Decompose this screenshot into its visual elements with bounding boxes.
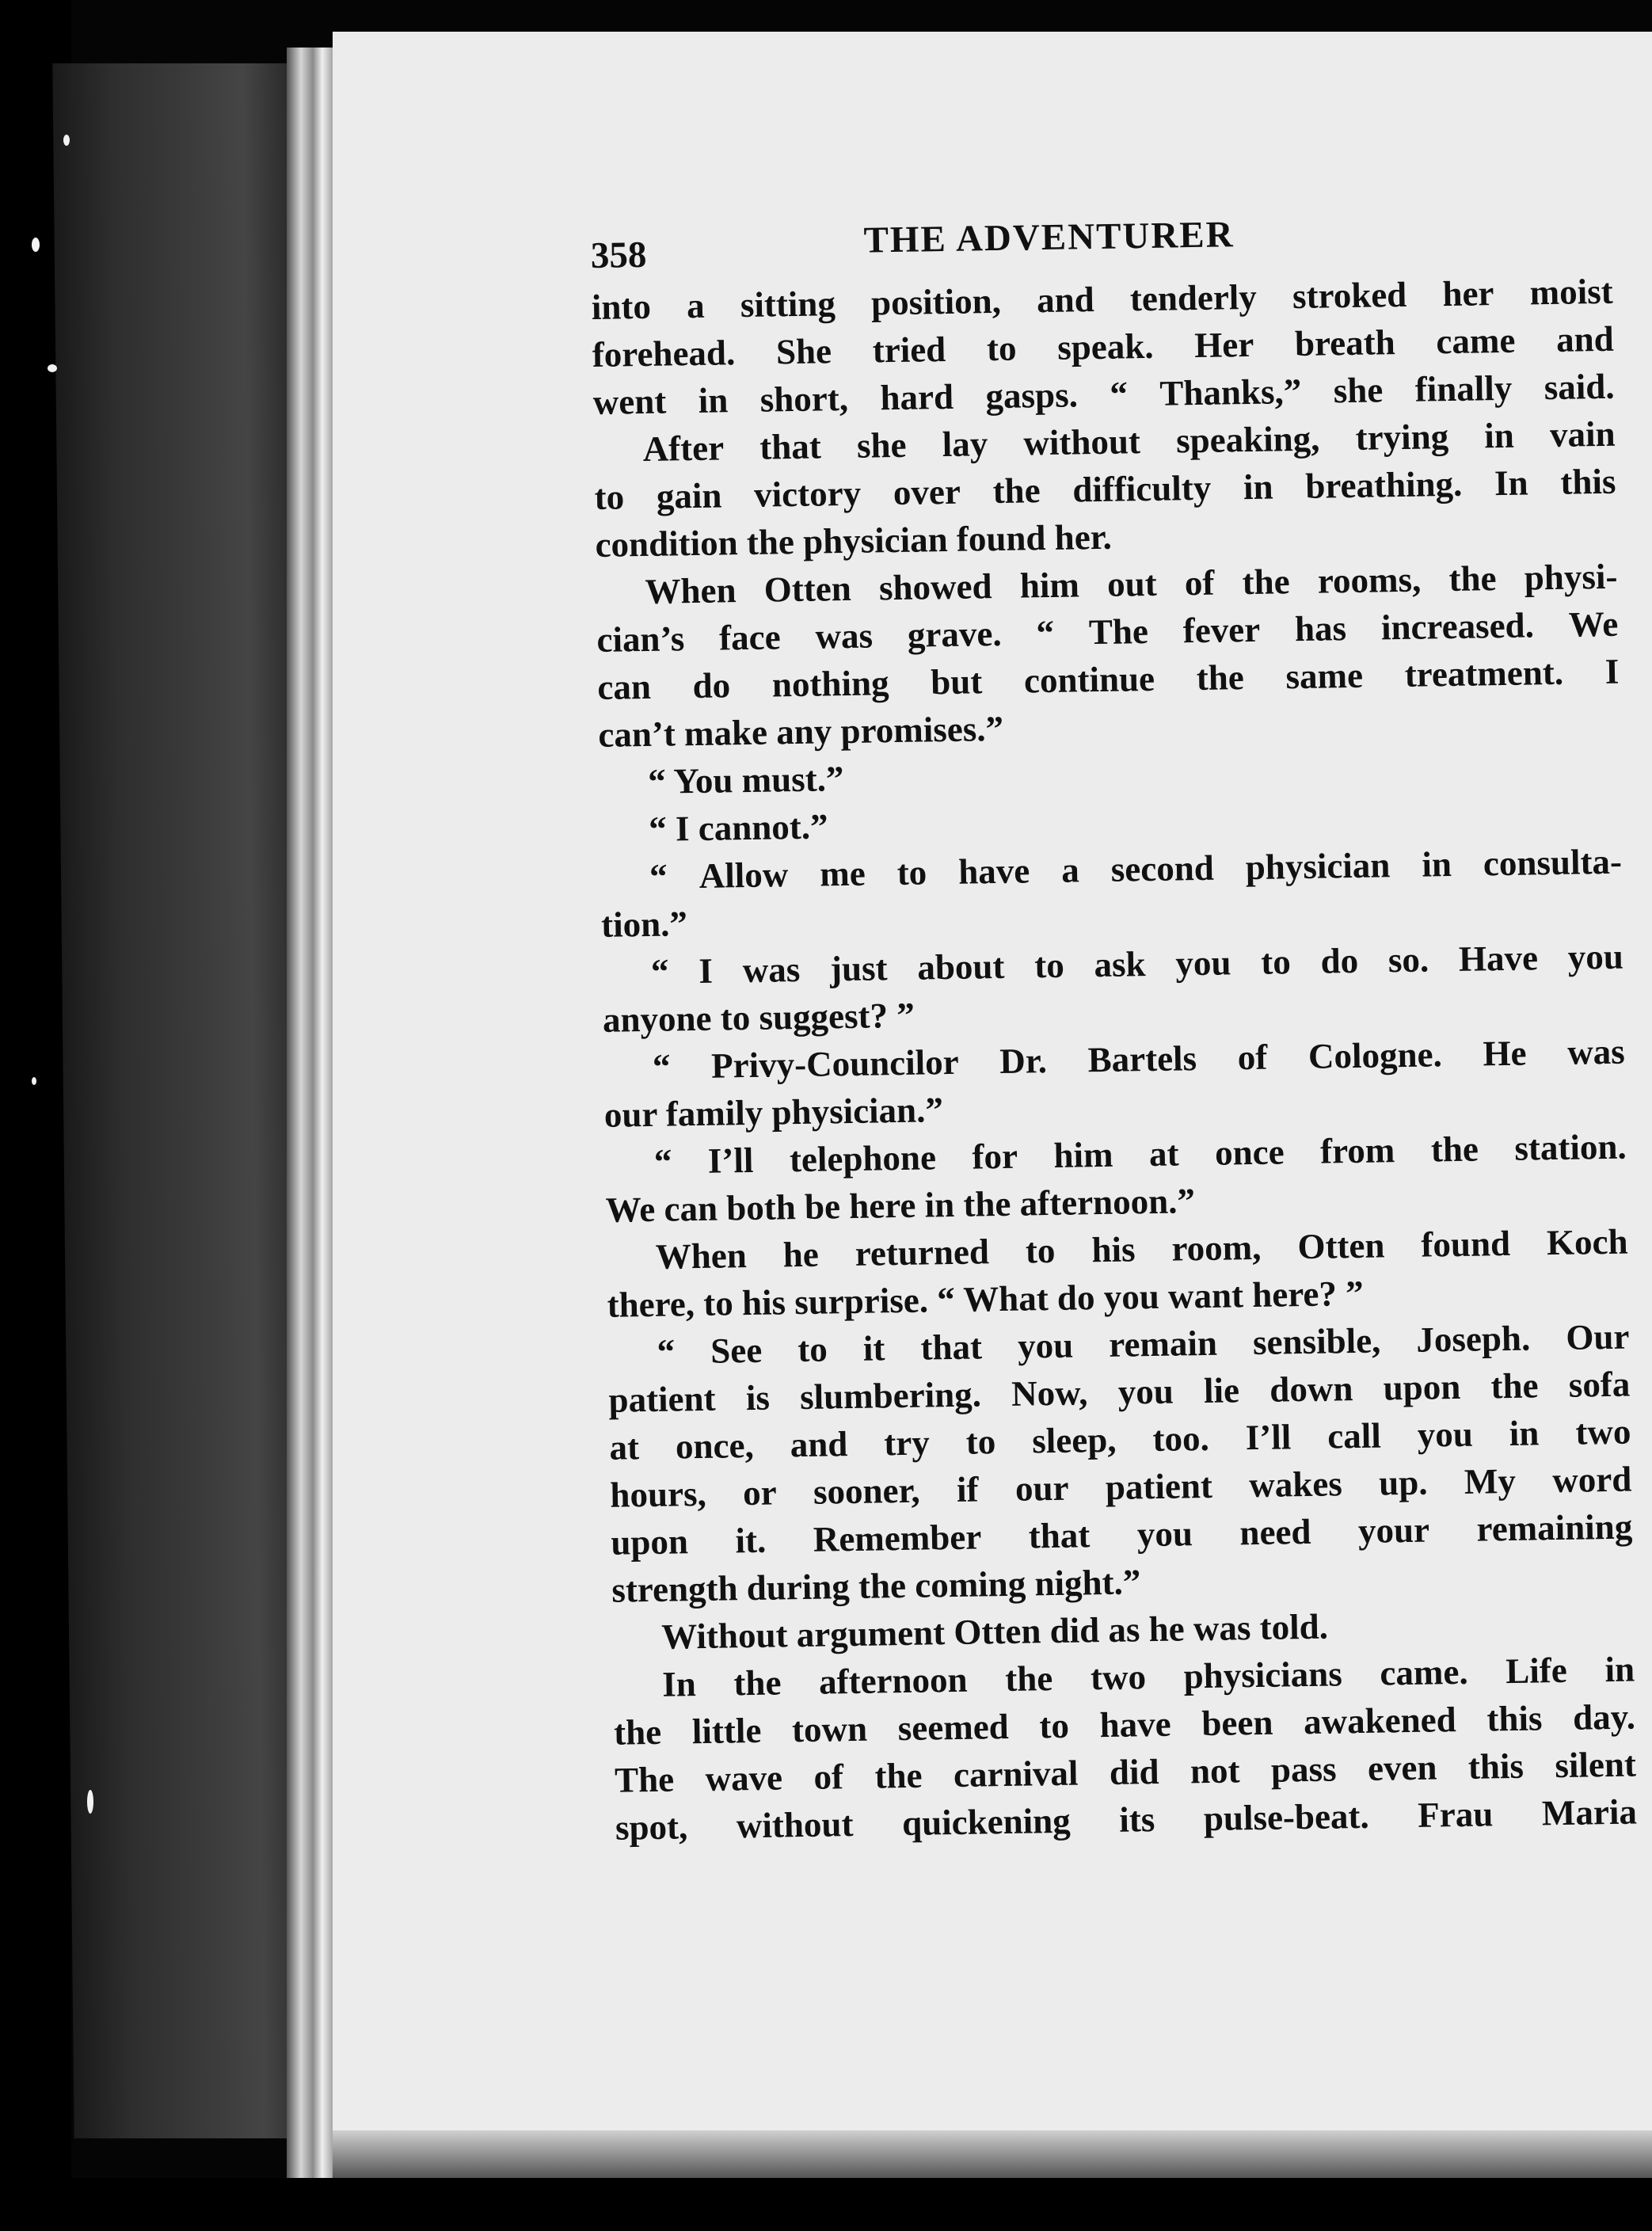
scan-speck [63,135,70,146]
text-line: When he returned to his room, Otten found Koch [655,1221,1628,1277]
text-line: can do nothing but continue the same treatment. I [597,651,1620,707]
text-line: “ You must.” [647,759,844,801]
text-line: cian’s face was grave. “ The fever has increased. We [596,603,1619,660]
running-title: THE ADVENTURER [863,214,1235,261]
text-line: “ I’ll telephone for him at once from the station. [653,1126,1627,1182]
text-line: “ I was just about to ask you to do so. Have you [650,936,1624,992]
text-line: tion.” [600,904,688,945]
text-line: After that she lay without speaking, trying in vain [642,413,1616,469]
body-text [591,268,1637,1852]
text-line: Without argument Otten did as he was told. [660,1606,1329,1657]
text-line: condition the physician found her. [595,516,1113,565]
text-line: hours, or sooner, if our patient wakes up. My word [610,1459,1632,1515]
text-line: into a sitting position, and tenderly stroked her moist [591,271,1614,327]
text-line: “ Privy-Councilor Dr. Bartels of Cologne. He was [652,1031,1626,1087]
text-line: In the afternoon the two physicians came. Life in [661,1649,1635,1704]
scan-speck [87,1790,93,1814]
text-line: patient is slumbering. Now, you lie down upon the sofa [608,1364,1631,1420]
text-line: We can both be here in the afternoon.” [605,1181,1196,1230]
text-line: “ See to it that you remain sensible, Joseph. Our [657,1316,1630,1372]
text-line: can’t make any promises.” [597,708,1004,755]
text-line: anyone to suggest? ” [602,995,915,1040]
page-bottom-shadow [333,2130,1652,2178]
scan-speck [48,364,57,372]
text-line: “ Allow me to have a second physician in consulta- [649,841,1623,897]
text-line: to gain victory over the difficulty in breathing. In this [594,461,1616,517]
scan-speck [32,1077,36,1085]
page-edge-highlight [287,48,334,2178]
text-line: spot, without quickening its pulse-beat. Frau Maria [615,1791,1638,1848]
page-number: 358 [590,234,647,276]
text-line: The wave of the carnival did not pass even this silent [614,1744,1637,1800]
text-line: the little town seemed to have been awakened this day. [613,1696,1636,1753]
scan-speck [32,238,40,252]
page-text [590,196,1637,1852]
text-line: strength during the coming night.” [611,1562,1141,1610]
text-line: at once, and try to sleep, too. I’ll call you in two [609,1411,1631,1468]
scan-border-bottom [0,2178,1652,2231]
text-line: When Otten showed him out of the rooms, the physi- [645,556,1618,611]
text-line: upon it. Remember that you need your remaining [610,1506,1633,1563]
text-line: there, to his surprise. “ What do you want here? ” [607,1273,1364,1325]
text-line: forehead. She tried to speak. Her breath came and [592,318,1615,375]
text-line: our family physician.” [603,1090,944,1135]
book-spine [52,63,311,2138]
text-line: “ I cannot.” [648,806,828,849]
text-line: went in short, hard gasps. “ Thanks,” she finally said. [592,366,1615,422]
